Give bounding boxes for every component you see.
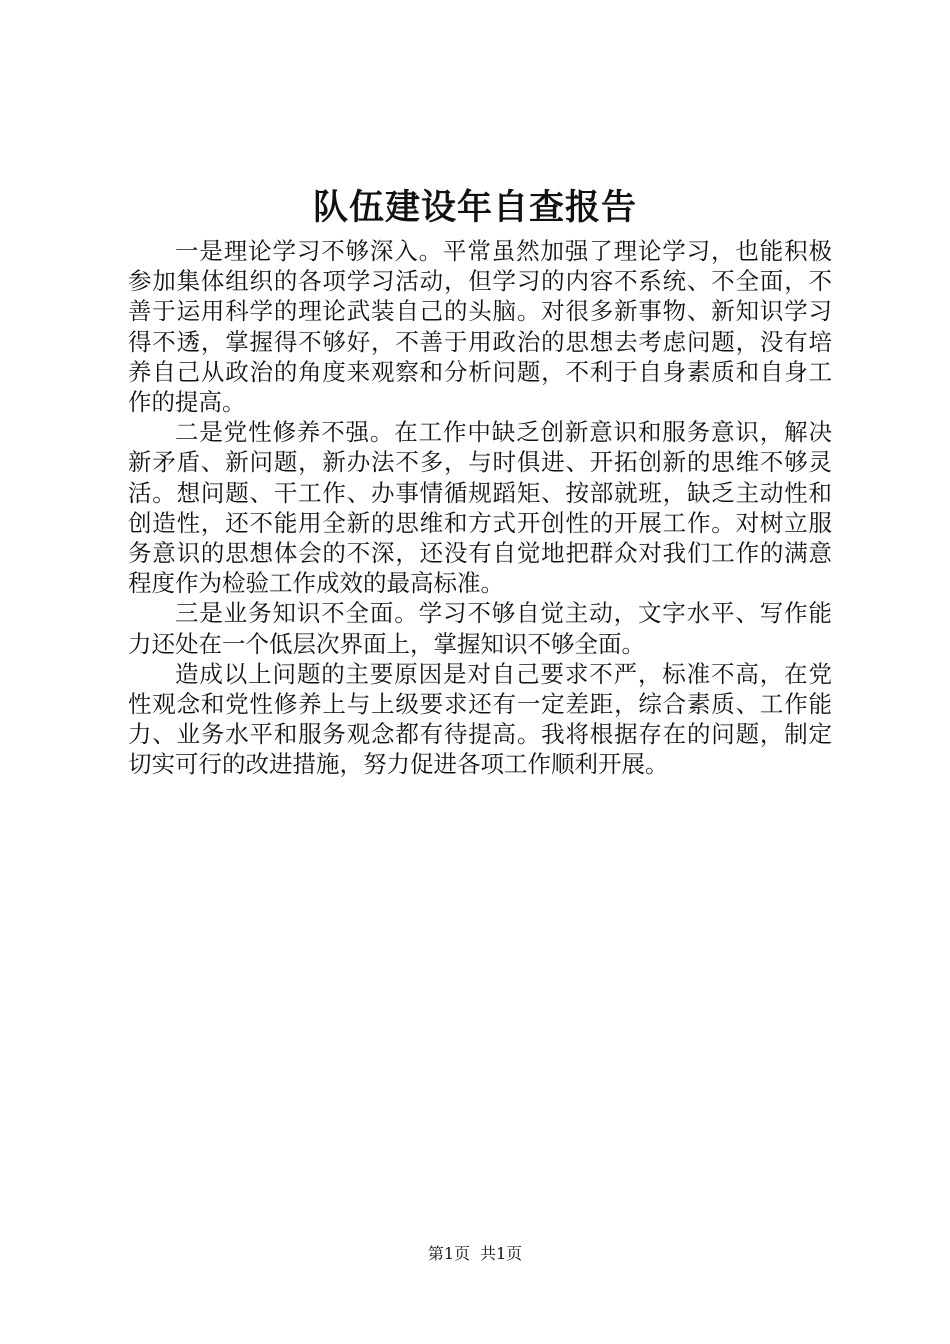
page-footer [0,1243,950,1265]
document-title: 队伍建设年自查报告 [312,187,637,228]
paragraph-main-causes: 造成以上问题的主要原因是对自己要求不严，标准不高，在党性观念和党性修养上与上级要求还有一定差距，综合素质、工作能力、业务水平和服务观念都有待提高。我将根据存在的问题，制定切实可行的改进措施，努力促进各项工作顺利开展。 [128,659,832,779]
document-body [128,236,832,780]
page-number-total: 共1页 [480,1244,523,1263]
page-number-current: 第1页 [427,1244,470,1263]
paragraph-party-spirit: 二是党性修养不强。在工作中缺乏创新意识和服务意识，解决新矛盾、新问题，新办法不多，与时俱进、开拓创新的思维不够灵活。想问题、干工作、办事情循规蹈矩、按部就班，缺乏主动性和创造性，还不能用全新的思维和方式开创性的开展工作。对树立服务意识的思想体会的不深，还没有自觉地把群众对我们工作的满意程度作为检验工作成效的最高标准。 [128,418,832,598]
paragraph-theory-study: 一是理论学习不够深入。平常虽然加强了理论学习，也能积极参加集体组织的各项学习活动，但学习的内容不系统、不全面，不善于运用科学的理论武装自己的头脑。对很多新事物、新知识学习得不透，掌握得不够好，不善于用政治的思想去考虑问题，没有培养自己从政治的角度来观察和分析问题，不利于自身素质和自身工作的提高。 [128,237,832,417]
paragraph-professional-knowledge: 三是业务知识不全面。学习不够自觉主动，文字水平、写作能力还处在一个低层次界面上，掌握知识不够全面。 [128,599,832,658]
